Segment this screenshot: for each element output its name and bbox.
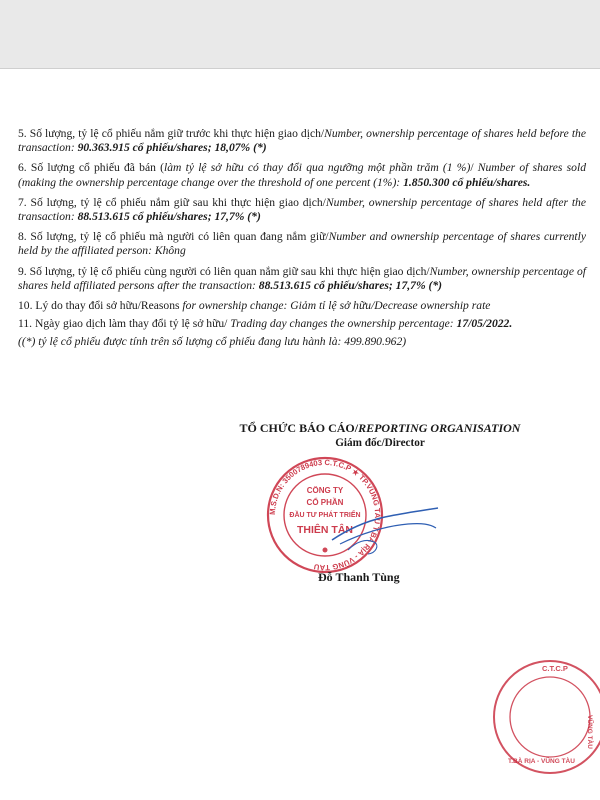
handwritten-signature [330, 498, 440, 558]
scan-top-band [0, 0, 600, 68]
org-label-en: REPORTING ORGANISATION [358, 421, 521, 435]
item-10 [18, 299, 586, 313]
org-label: TỔ CHỨC BÁO CÁO/ [239, 421, 359, 435]
item-10-en: for ownership change: Giảm tỉ lệ sở hữu/Decrease ownership rate [182, 299, 491, 313]
seal-line2: CỔ PHẦN [306, 498, 344, 507]
item-7-vn: 7. Số lượng, tỷ lệ cổ phiếu nắm giữ sau khi thực hiện giao dịch/ [18, 195, 326, 209]
disclosure-body [18, 127, 586, 356]
item-10-vn: 10. Lý do thay đổi sở hữu/Reasons [18, 299, 183, 313]
item-8-vn: 8. Số lượng, tỷ lệ cổ phiếu mà người có liên quan đang nắm giữ/ [18, 230, 329, 244]
item-8 [18, 230, 586, 258]
seal-ring-text: M.S.D.N: 3500789403 C.T.C.P ★ TP.VŨNG TÀU T.BÀ RỊA - VŨNG TÀU [267, 457, 383, 573]
item-6-sep: / [470, 161, 478, 175]
star-icon [323, 548, 328, 553]
item-9-en: Number, ownership percentage of shares held affiliated persons after the transaction: [18, 264, 586, 292]
item-8-value: Không [154, 244, 186, 258]
item-7-value: 88.513.615 cổ phiếu/shares; 17,7% (*) [77, 210, 261, 224]
item-6-vn: 6. Số lượng cổ phiếu đã bán ( [18, 161, 164, 175]
item-5 [18, 127, 586, 155]
footnote [18, 335, 586, 349]
seal-line3: ĐẦU TƯ PHÁT TRIỂN [289, 512, 361, 519]
item-6-vn-italic: làm tỷ lệ sở hữu có thay đổi qua ngưỡng một phần trăm (1 %) [163, 161, 471, 175]
item-5-value: 90.363.915 cổ phiếu/shares; 18,07% (*) [77, 141, 267, 155]
item-11-value: 17/05/2022. [456, 317, 513, 331]
item-9 [18, 265, 586, 293]
partial-seal-top: C.T.C.P [542, 664, 568, 673]
scan-edge-line [0, 68, 600, 69]
item-6-en: Number of shares sold (making the ownership percentage change over the threshold of one percent (1%): [18, 161, 586, 189]
item-7-en: Number, ownership percentage of shares held after the transaction: [18, 195, 586, 224]
item-6-value: 1.850.300 cổ phiếu/shares. [403, 175, 531, 189]
item-7 [18, 196, 586, 224]
item-9-vn: 9. Số lượng, tỷ lệ cổ phiếu cùng người có liên quan nắm giữ sau khi thực hiện giao dịch/ [18, 264, 430, 278]
footnote-text: ((*) tỷ lệ cổ phiếu được tính trên số lượng cổ phiếu đang lưu hành là: 499.890.962) [18, 335, 407, 349]
partial-seal-bottom: T.BÀ RỊA - VŨNG TÀU [508, 758, 575, 765]
item-11-en: Trading day changes the ownership percentage: [230, 317, 457, 331]
item-11-vn: 11. Ngày giao dịch làm thay đổi tỷ lệ sở hữu/ [18, 317, 231, 331]
item-6 [18, 161, 586, 189]
partial-seal-stamp [478, 655, 600, 777]
seal-line1: CÔNG TY [306, 486, 344, 495]
partial-seal-side: VŨNG TÀU [586, 715, 593, 749]
item-5-vn: 5. Số lượng, tỷ lệ cổ phiếu nắm giữ trước khi thực hiện giao dịch/ [18, 127, 325, 140]
director-title: Giám đốc/Director [335, 437, 425, 449]
item-9-value: 88.513.615 cổ phiếu/shares; 17,7% (*) [258, 278, 443, 292]
signer-name: Đỗ Thanh Tùng [318, 570, 400, 584]
item-11 [18, 317, 586, 331]
signature-block [210, 421, 550, 449]
item-5-en: Number, ownership percentage of shares held before the transaction: [18, 127, 586, 155]
seal-line4: THIÊN TÂN [297, 524, 353, 536]
item-8-en: Number and ownership percentage of shares currently held by the affiliated person: [18, 230, 587, 258]
